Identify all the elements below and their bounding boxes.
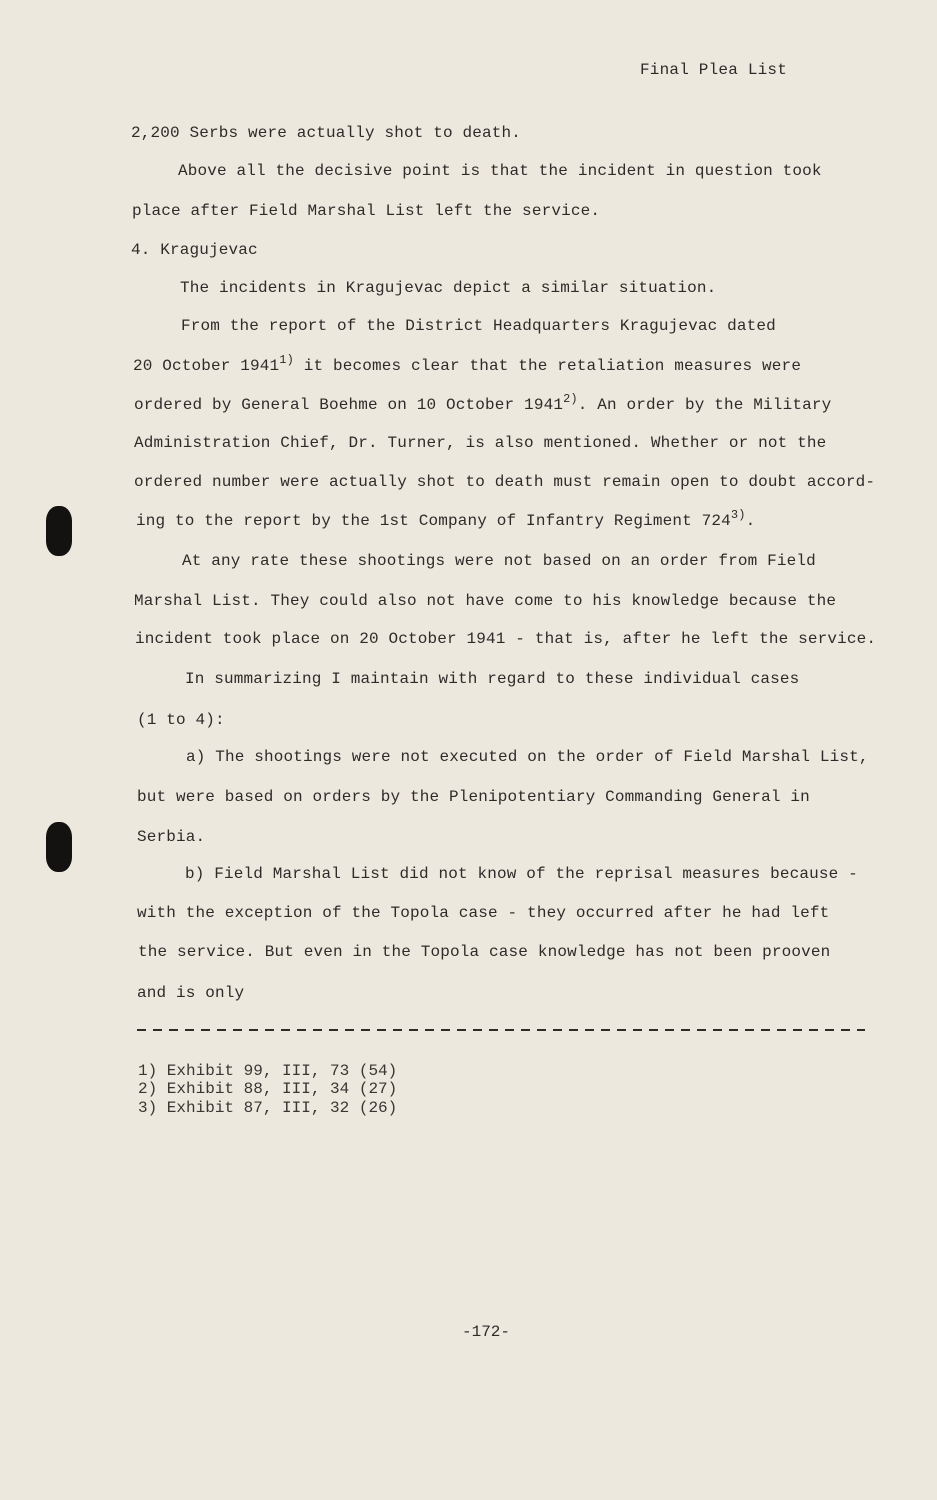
- body-line: Above all the decisive point is that the incident in question took: [178, 162, 822, 180]
- footnote-ref: 2): [563, 392, 578, 406]
- body-line: From the report of the District Headquarters Kragujevac dated: [181, 317, 776, 335]
- body-line: place after Field Marshal List left the service.: [132, 202, 601, 220]
- punch-hole-icon: [46, 822, 72, 872]
- footnote: 1) Exhibit 99, III, 73 (54): [138, 1062, 398, 1080]
- footnote: 2) Exhibit 88, III, 34 (27): [138, 1080, 398, 1098]
- footnote-ref: 1): [279, 353, 294, 367]
- body-line: and is only: [137, 984, 245, 1002]
- footnote: 3) Exhibit 87, III, 32 (26): [138, 1099, 398, 1117]
- body-line: ing to the report by the 1st Company of Infantry Regiment 724$^{3)}$.: [136, 508, 756, 530]
- body-line: Administration Chief, Dr. Turner, is also mentioned. Whether or not the: [134, 434, 827, 452]
- body-line: but were based on orders by the Plenipotentiary Commanding General in: [137, 788, 810, 806]
- page-header-title: Final Plea List: [640, 61, 788, 79]
- body-line: the service. But even in the Topola case knowledge has not been prooven: [138, 943, 831, 961]
- punch-hole-icon: [46, 506, 72, 556]
- body-line: b) Field Marshal List did not know of the reprisal measures because -: [185, 865, 858, 883]
- body-line: a) The shootings were not executed on the order of Field Marshal List,: [186, 748, 869, 766]
- body-line: 2,200 Serbs were actually shot to death.: [131, 124, 522, 142]
- body-line: incident took place on 20 October 1941 - that is, after he left the service.: [135, 630, 877, 648]
- body-line: with the exception of the Topola case - they occurred after he had left: [137, 904, 830, 922]
- body-line: (1 to 4):: [137, 711, 225, 729]
- body-line: ordered by General Boehme on 10 October 1941$^{2)}$. An order by the Military: [134, 392, 832, 414]
- body-line: ordered number were actually shot to death must remain open to doubt accord-: [134, 473, 876, 491]
- section-heading: 4. Kragujevac: [131, 241, 258, 259]
- body-line: At any rate these shootings were not based on an order from Field: [182, 552, 816, 570]
- body-line: In summarizing I maintain with regard to these individual cases: [185, 670, 800, 688]
- body-line: The incidents in Kragujevac depict a similar situation.: [180, 279, 717, 297]
- body-line: Serbia.: [137, 828, 206, 846]
- body-line: Marshal List. They could also not have come to his knowledge because the: [134, 592, 837, 610]
- footnote-divider: [137, 1029, 865, 1031]
- body-line: 20 October 1941$^{1)}$ it becomes clear that the retaliation measures were: [133, 353, 802, 375]
- page-number: -172-: [462, 1323, 511, 1341]
- footnote-ref: 3): [730, 508, 746, 522]
